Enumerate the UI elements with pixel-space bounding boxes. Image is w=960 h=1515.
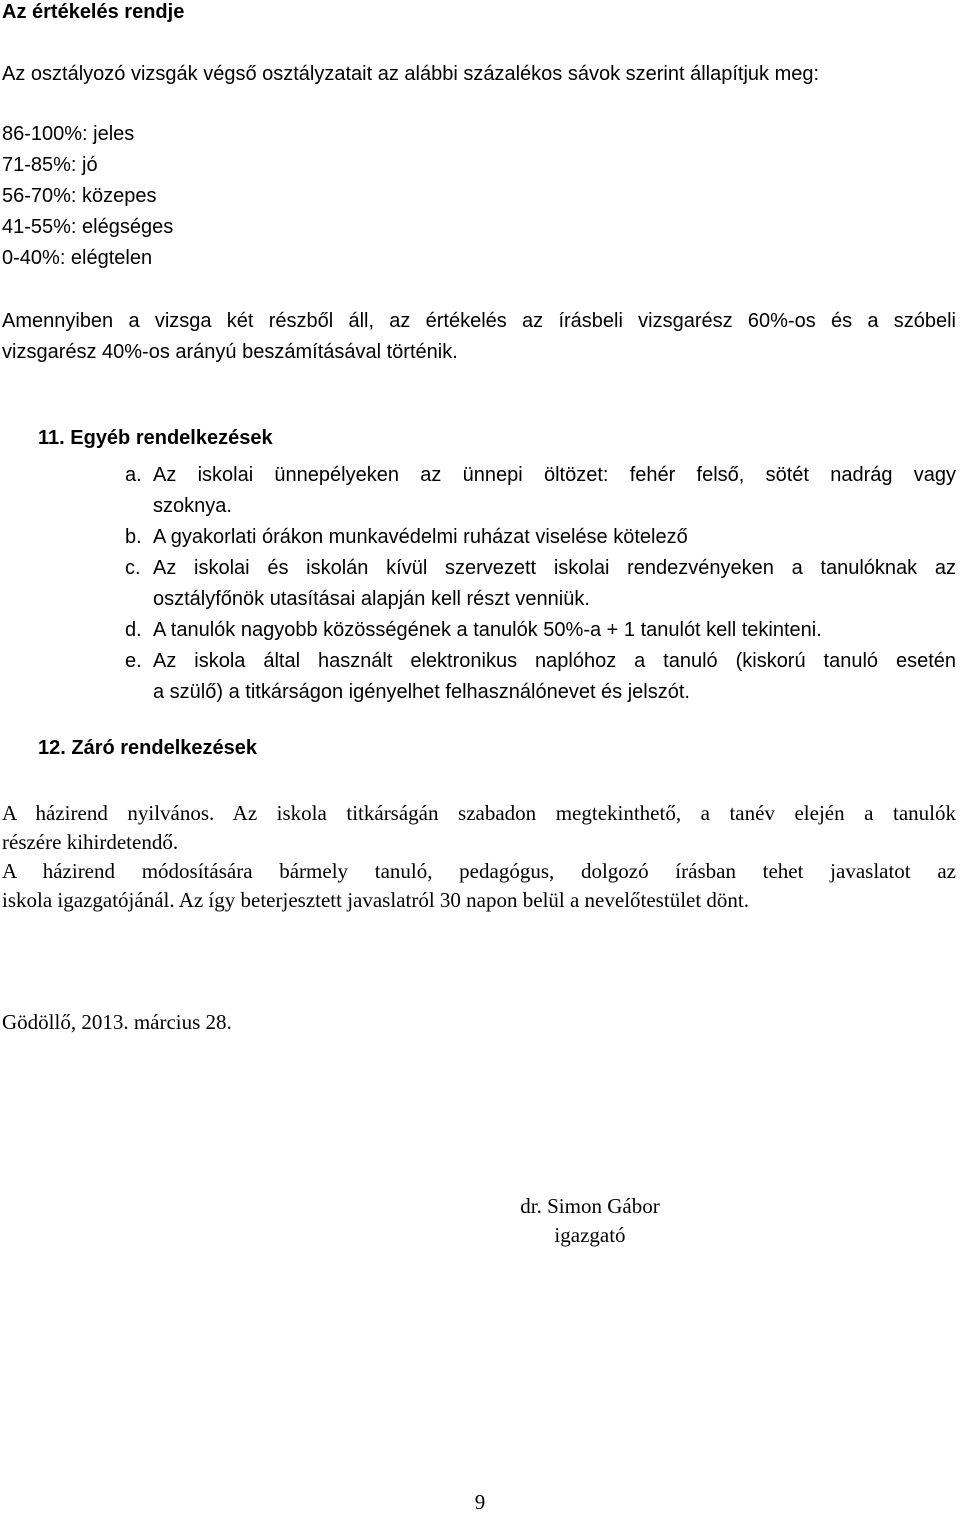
paragraph-line: vizsgarész 40%-os arányú beszámításával történik. — [2, 341, 458, 363]
list-marker: d. — [125, 619, 142, 641]
grade-band-item: 86-100%: jeles — [2, 123, 135, 145]
list-item-text: a szülő) a titkárságon igényelhet felhasználónevet és jelszót. — [153, 681, 690, 703]
paragraph-line: A házirend nyilvános. Az iskola titkárságán szabadon megtekinthető, a tanév elején a tanulók — [2, 801, 956, 825]
grade-band-item: 41-55%: elégséges — [2, 216, 174, 238]
list-item-text: Az iskola által használt elektronikus naplóhoz a tanuló (kiskorú tanuló esetén — [153, 650, 956, 672]
list-item-text: Az iskolai ünnepélyeken az ünnepi öltözet: fehér felső, sötét nadrág vagy — [153, 464, 956, 486]
grading-intro: Az osztályozó vizsgák végső osztályzatait az alábbi százalékos sávok szerint állapítjuk meg: — [2, 63, 820, 85]
list-marker: c. — [125, 557, 141, 579]
list-item-text: Az iskolai és iskolán kívül szervezett iskolai rendezvényeken a tanulóknak az — [153, 557, 956, 579]
list-item-text: A tanulók nagyobb közösségének a tanulók 50%-a + 1 tanulót kell tekinteni. — [153, 619, 822, 641]
signatory-name: dr. Simon Gábor — [520, 1194, 660, 1218]
grade-band-item: 56-70%: közepes — [2, 185, 157, 207]
paragraph-line: részére kihirdetendő. — [2, 830, 179, 854]
paragraph-line: Amennyiben a vizsga két részből áll, az értékelés az írásbeli vizsgarész 60%-os és a szóbeli — [2, 310, 956, 332]
list-item-text: osztályfőnök utasításai alapján kell részt venniük. — [153, 588, 590, 610]
place-date: Gödöllő, 2013. március 28. — [2, 1010, 232, 1034]
grading-heading: Az értékelés rendje — [2, 1, 185, 23]
grade-band-item: 71-85%: jó — [2, 154, 98, 176]
section-11-heading: 11. Egyéb rendelkezések — [38, 427, 273, 449]
page-number: 9 — [474, 1490, 486, 1514]
list-item-text: szoknya. — [153, 495, 232, 517]
grade-band-item: 0-40%: elégtelen — [2, 247, 153, 269]
list-marker: b. — [125, 526, 142, 548]
list-marker: e. — [125, 650, 142, 672]
list-item-text: A gyakorlati órákon munkavédelmi ruházat viselése kötelező — [153, 526, 688, 548]
section-12-heading: 12. Záró rendelkezések — [38, 737, 258, 759]
paragraph-line: A házirend módosítására bármely tanuló, pedagógus, dolgozó írásban tehet javaslatot az — [2, 859, 956, 883]
signatory-title: igazgató — [554, 1223, 626, 1247]
paragraph-line: iskola igazgatójánál. Az így beterjesztett javaslatról 30 napon belül a nevelőtestület dönt. — [2, 888, 750, 912]
list-marker: a. — [125, 464, 142, 486]
